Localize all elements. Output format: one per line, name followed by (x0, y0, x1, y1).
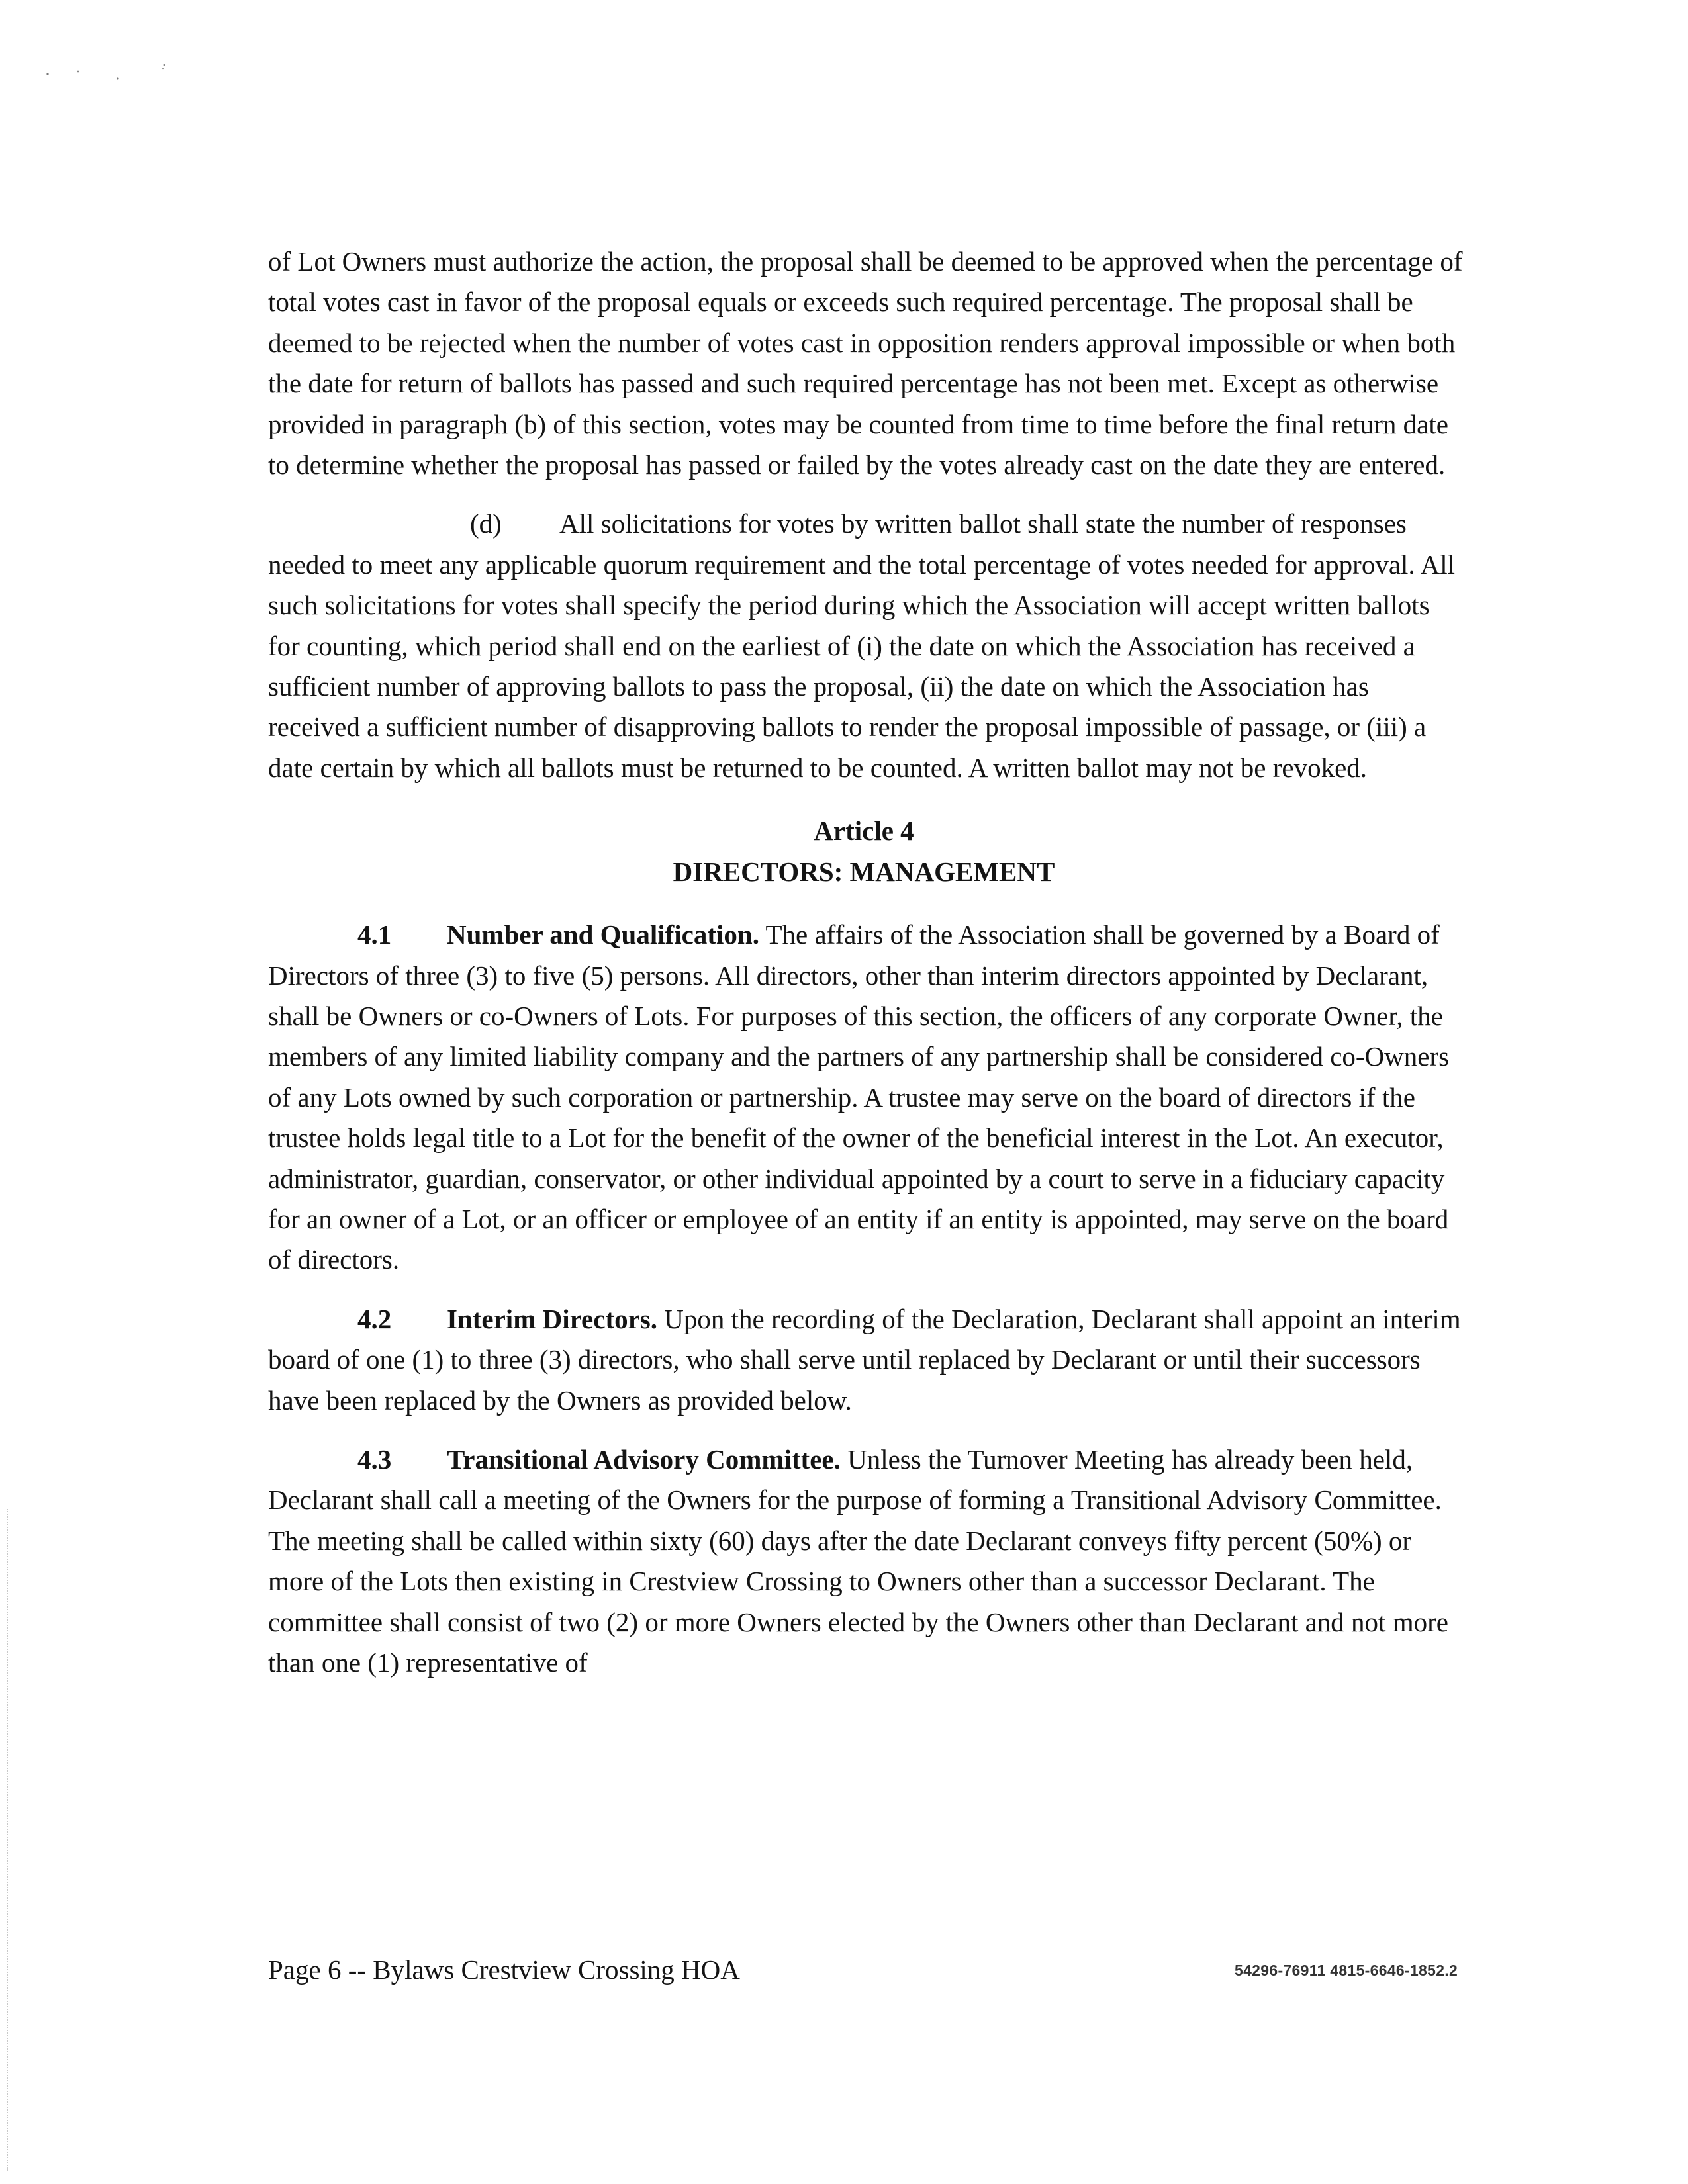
paragraph-d (268, 504, 1466, 788)
document-body (268, 242, 1466, 1683)
section-4-1-number: 4.1 (357, 919, 392, 950)
paragraph-d-text: All solicitations for votes by written ballot shall state the number of responses needed to meet any applicable quorum requirement and the total percentage of votes needed for approval. All such solicitations for votes shall specify the period during which the Association will accept written ballots for counting, which period shall end on the earliest of (i) the date on which the Association has received a sufficient number of approving ballots to pass the proposal, (ii) the date on which the Association has received a sufficient number of disapproving ballots to render the proposal impossible of passage, or (iii) a date certain by which all ballots must be returned to be counted. A written ballot may not be revoked. (268, 508, 1456, 783)
section-4-2-text: Upon the recording of the Declaration, Declarant shall appoint an interim board of one (1) to three (3) directors, who shall serve until replaced by Declarant or until their successors have been replaced by the Owners as provided below. (268, 1303, 1461, 1416)
article-number: Article 4 (814, 815, 914, 846)
section-4-3-text: Unless the Turnover Meeting has already been held, Declarant shall call a meeting of the Owners for the purpose of forming a Transitional Advisory Committee. The meeting shall be called within sixty (60) days after the date Declarant conveys fifty percent (50%) or more of the Lots then existing in Crestview Crossing to Owners other than a successor Declarant. The committee shall consist of two (2) or more Owners elected by the Owners other than Declarant and not more than one (1) representative of (268, 1443, 1448, 1678)
paragraph-d-marker: (d) (470, 508, 502, 539)
article-title: DIRECTORS: MANAGEMENT (673, 856, 1055, 887)
page-footer-label: Page 6 -- Bylaws Crestview Crossing HOA (268, 1954, 740, 1985)
section-4-2 (268, 1299, 1466, 1421)
section-4-1 (268, 915, 1466, 1281)
scan-edge-line (7, 1509, 11, 2171)
article-heading (268, 811, 1466, 892)
section-4-1-text: The affairs of the Association shall be governed by a Board of Directors of three (3) to five (5) persons. All directors, other than interim directors appointed by Declarant, shall be Owners or co-Owners of Lots. For purposes of this section, the officers of any corporate Owner, the members of any limited liability company and the partners of any partnership shall be considered co-Owners of any Lots owned by such corporation or partnership. A trustee may serve on the board of directors if the trustee holds legal title to a Lot for the benefit of the owner of the beneficial interest in the Lot. An executor, administrator, guardian, conservator, or other individual appointed by a court to serve in a fiduciary capacity for an owner of a Lot, or an officer or employee of an entity if an entity is appointed, may serve on the board of directors. (268, 919, 1450, 1275)
section-4-2-number: 4.2 (357, 1303, 392, 1334)
document-number: 54296-76911 4815-6646-1852.2 (1235, 1962, 1458, 1979)
section-4-3-title: Transitional Advisory Committee. (447, 1443, 841, 1475)
scan-speck-marks (46, 60, 179, 86)
section-4-1-title: Number and Qualification. (447, 919, 759, 950)
section-4-2-title: Interim Directors. (447, 1303, 658, 1334)
section-4-3 (268, 1439, 1466, 1683)
paragraph-continuation: of Lot Owners must authorize the action, the proposal shall be deemed to be approved when the percentage of total votes cast in favor of the proposal equals or exceeds such required percentage. The proposal shall be deemed to be rejected when the number of votes cast in opposition renders approval impossible or when both the date for return of ballots has passed and such required percentage has not been met. Except as otherwise provided in paragraph (b) of this section, votes may be counted from time to time before the final return date to determine whether the proposal has passed or failed by the votes already cast on the date they are entered. (268, 246, 1463, 480)
section-4-3-number: 4.3 (357, 1443, 392, 1475)
